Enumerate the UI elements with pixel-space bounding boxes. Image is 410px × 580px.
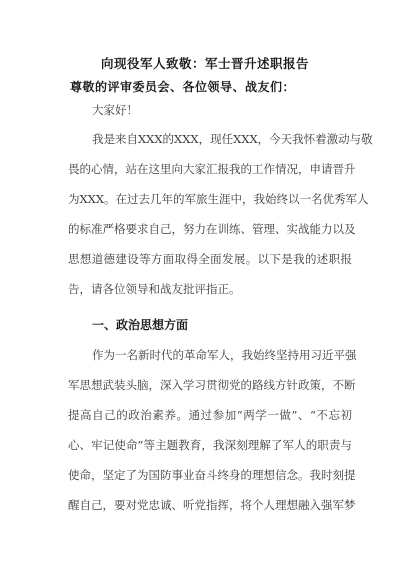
paragraph-line: 作为一名新时代的革命军人，我始终坚持用习近平强 — [92, 348, 357, 362]
greeting: 大家好！ — [92, 103, 138, 117]
document-title: 向现役军人致敬：军士晋升述职报告 — [100, 56, 309, 71]
paragraph-line: 告，请各位领导和战友批评指正。 — [68, 282, 241, 296]
paragraph-line: 我是来自XXX的XXX，现任XXX，今天我怀着激动与敬 — [92, 132, 373, 146]
section-heading: 一、政治思想方面 — [92, 318, 189, 332]
salutation: 尊敬的评审委员会、各位领导、战友们： — [70, 80, 296, 94]
paragraph-line: 思想道德建设等方面取得全面发展。以下是我的述职报 — [68, 252, 352, 266]
paragraph-line: 使命，坚定了为国防事业奋斗终身的理想信念。我时刻提 — [68, 468, 356, 482]
paragraph-line: 畏的心情，站在这里向大家汇报我的工作情况，申请晋升 — [68, 162, 356, 176]
paragraph-line: 醒自己，要对党忠诚、听党指挥，将个人理想融入强军梦 — [68, 498, 356, 512]
paragraph-line: 提高自己的政治素养。通过参加“两学一做”、“不忘初 — [68, 408, 352, 422]
paragraph-line: 军思想武装头脑，深入学习贯彻党的路线方针政策，不断 — [68, 378, 356, 392]
paragraph-line: 的标准严格要求自己，努力在训练、管理、实战能力以及 — [68, 222, 356, 236]
paragraph-line: 心、牢记使命”等主题教育，我深刻理解了军人的职责与 — [68, 438, 352, 452]
paragraph-line: 为XXX。在过去几年的军旅生涯中，我始终以一名优秀军人 — [68, 192, 369, 206]
